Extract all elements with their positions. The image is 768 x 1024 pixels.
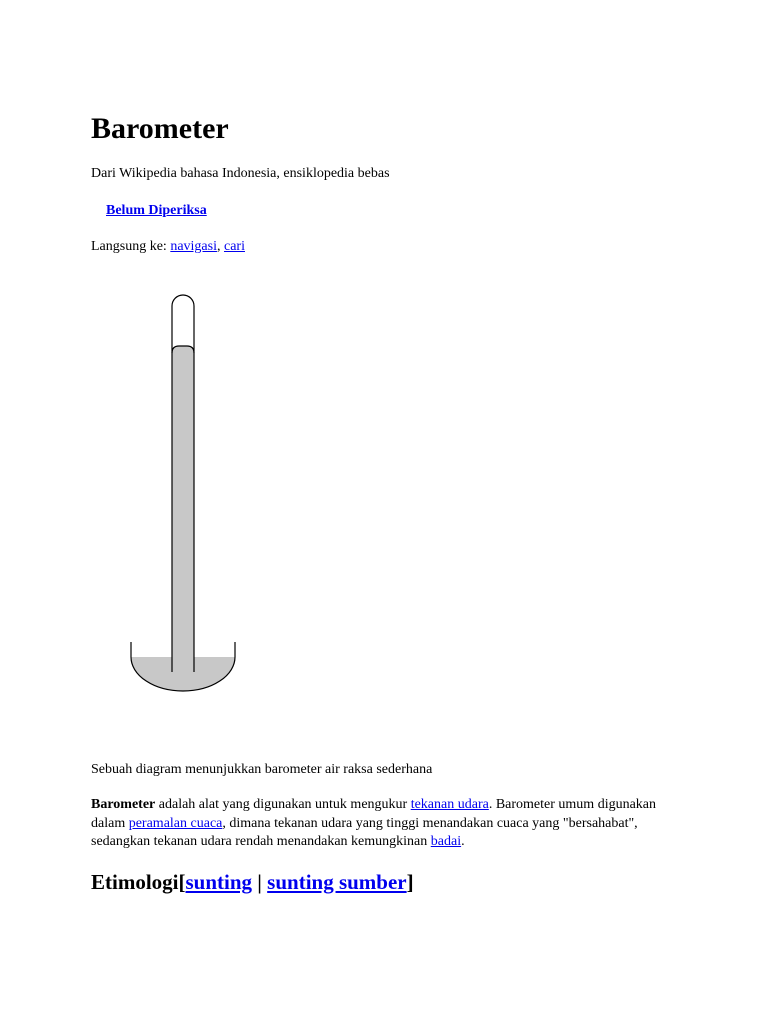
edit-source-link[interactable]: sunting sumber [267,870,407,894]
intro-paragraph [91,796,681,852]
page-title: Barometer [91,112,229,145]
tube-mercury [172,346,194,672]
link-tekanan-udara[interactable]: tekanan udara [410,797,489,812]
term-bold: Barometer [91,797,156,812]
paragraph-text: . Barometer umum digunakan dalam [91,797,657,831]
navigation-link[interactable]: navigasi [170,239,217,254]
edit-section-link[interactable]: sunting [185,870,253,894]
section-title: Etimologi [91,870,179,894]
section-heading-etimologi [91,867,414,897]
edit-divider: | [252,870,268,894]
jump-to-links [91,238,245,256]
link-badai[interactable]: badai [430,834,462,849]
figure-caption: Sebuah diagram menunjukkan barometer air raksa sederhana [91,762,433,777]
bracket-close: ] [406,870,414,894]
paragraph-text: , dimana tekanan udara yang tinggi menandakan cuaca yang "bersahabat", sedangkan tekanan udara rendah menandakan kemungkinan [91,815,638,849]
flagged-revs-status [106,202,207,220]
jump-prefix: Langsung ke: [91,239,171,254]
jump-separator: , [216,239,224,254]
search-link[interactable]: cari [223,239,245,254]
link-peramalan-cuaca[interactable]: peramalan cuaca [128,815,223,831]
barometer-diagram-image [128,292,240,696]
flagged-revs-link[interactable]: Belum Diperiksa [106,203,207,218]
bracket-open: [ [178,870,186,894]
site-subtitle: Dari Wikipedia bahasa Indonesia, ensiklopedia bebas [91,166,390,181]
paragraph-text: . [461,834,465,849]
paragraph-text: adalah alat yang digunakan untuk mengukur [155,797,411,812]
barometer-diagram [128,292,240,701]
